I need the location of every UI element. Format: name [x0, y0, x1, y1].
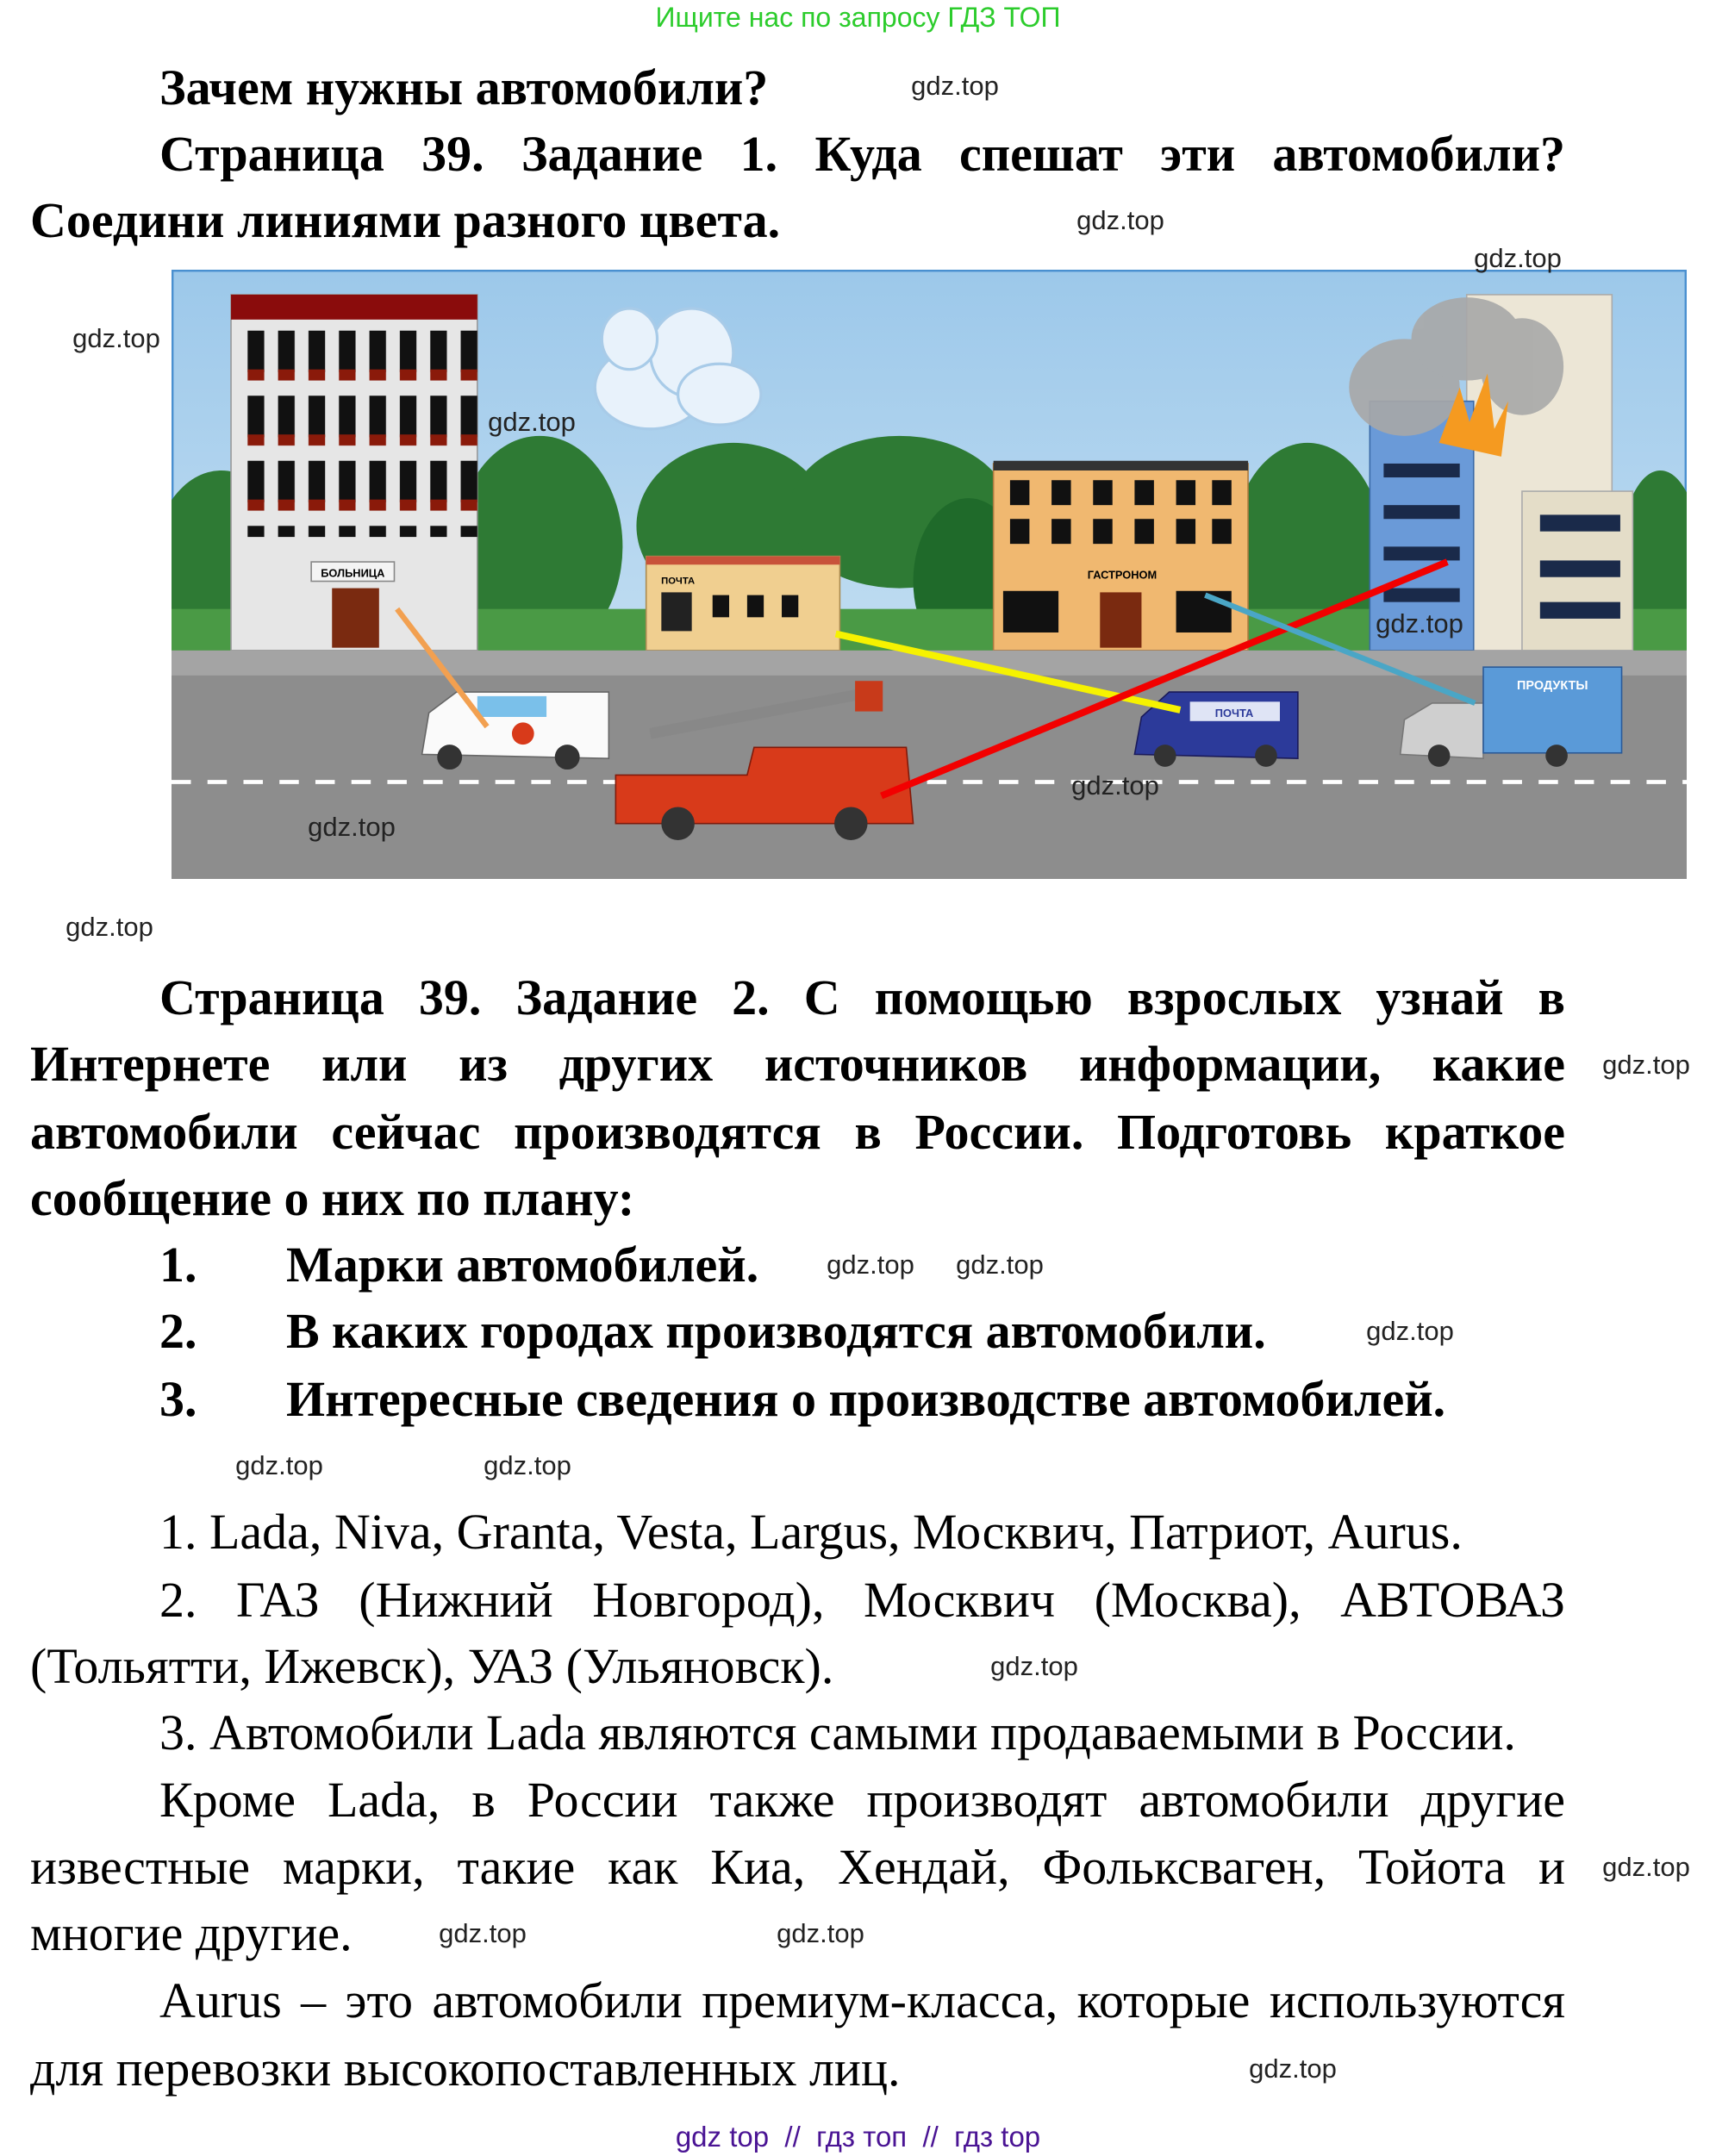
watermark: gdz.top: [1474, 243, 1562, 273]
watermark: gdz.top: [1602, 1852, 1690, 1882]
answer-line: Кроме Lada, в России также производят автомобили другие: [159, 1772, 1565, 1828]
task2-text-line: Интернете или из других источников информации, какие: [30, 1036, 1565, 1092]
answer-line: Aurus – это автомобили премиум-класса, которые используются: [159, 1972, 1565, 2028]
watermark: gdz.top: [439, 1918, 527, 1948]
plan-item-number: 3.: [159, 1371, 197, 1427]
answer-line: известные марки, такие как Киа, Хендай, Фольксваген, Тойота и: [30, 1839, 1565, 1895]
task1-heading: Страница 39. Задание 1. Куда спешат эти автомобили?: [159, 126, 1565, 182]
watermark: gdz.top: [488, 407, 576, 437]
hospital-building: [231, 295, 482, 651]
watermark: gdz.top: [1249, 2053, 1337, 2084]
answer-line: многие другие.: [30, 1905, 353, 1961]
plan-item-number: 2.: [159, 1303, 197, 1359]
watermark: gdz.top: [956, 1249, 1044, 1280]
watermark: gdz.top: [484, 1450, 571, 1480]
watermark: gdz.top: [1602, 1050, 1690, 1080]
burning-building: [1349, 295, 1632, 651]
watermark: gdz.top: [72, 323, 160, 353]
task2-heading: Страница 39. Задание 2. С помощью взрослых узнай в: [159, 969, 1565, 1025]
plan-item-text: Марки автомобилей.: [286, 1237, 759, 1293]
watermark: gdz.top: [1366, 1316, 1454, 1346]
watermark: gdz.top: [990, 1651, 1078, 1681]
road: [172, 651, 1687, 879]
watermark: gdz.top: [1376, 608, 1463, 639]
grocery-sign: ГАСТРОНОМ: [1087, 568, 1158, 582]
answer-line: 1. Lada, Niva, Granta, Vesta, Largus, Москвич, Патриот, Aurus.: [159, 1504, 1463, 1560]
answer-line: для перевозки высокопоставленных лиц.: [30, 2041, 901, 2097]
task1-instruction: Соедини линиями разного цвета.: [30, 192, 781, 248]
task-illustration: [172, 270, 1687, 879]
watermark: gdz.top: [66, 912, 153, 942]
hospital-sign: БОЛЬНИЦА: [321, 566, 385, 580]
watermark: gdz.top: [1071, 770, 1159, 801]
watermark: gdz.top: [777, 1918, 864, 1948]
plan-item-number: 1.: [159, 1237, 197, 1293]
watermark: gdz.top: [1076, 205, 1164, 235]
post-sign: ПОЧТА: [661, 576, 696, 587]
watermark: gdz.top: [911, 71, 999, 101]
task2-text-line: сообщение о них по плану:: [30, 1170, 635, 1226]
plan-item-text: В каких городах производятся автомобили.: [286, 1303, 1266, 1359]
footer-links[interactable]: gdz top // гдз топ // гдз top: [675, 2121, 1041, 2153]
search-banner: Ищите нас по запросу ГДЗ ТОП: [655, 2, 1061, 33]
task2-text-line: автомобили сейчас производятся в России. Подготовь краткое: [30, 1104, 1565, 1160]
post-office-building: [646, 557, 840, 651]
watermark: gdz.top: [827, 1249, 914, 1280]
grocery-building: [994, 461, 1248, 651]
answer-line: 2. ГАЗ (Нижний Новгород), Москвич (Москва), АВТОВАЗ: [159, 1572, 1565, 1628]
watermark: gdz.top: [308, 812, 396, 842]
watermark: gdz.top: [235, 1450, 323, 1480]
answer-line: (Тольятти, Ижевск), УАЗ (Ульяновск).: [30, 1638, 834, 1694]
answer-line: 3. Автомобили Lada являются самыми продаваемыми в России.: [159, 1704, 1516, 1760]
truck-sign: ПРОДУКТЫ: [1517, 678, 1588, 693]
page-title: Зачем нужны автомобили?: [159, 59, 769, 115]
plan-item-text: Интересные сведения о производстве автомобилей.: [286, 1371, 1446, 1427]
van-sign: ПОЧТА: [1214, 706, 1254, 720]
